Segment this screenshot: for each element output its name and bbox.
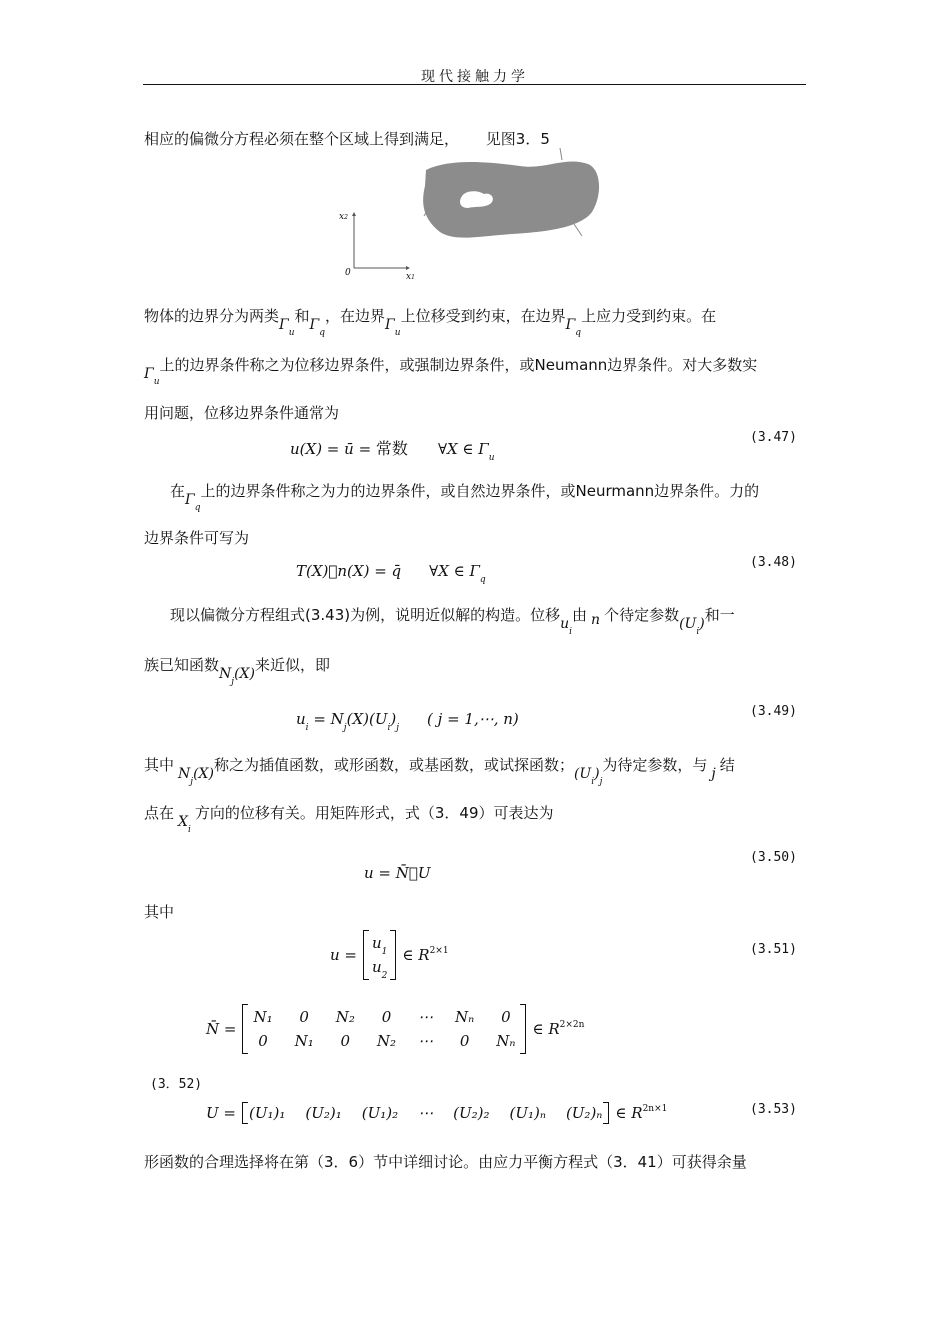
boundary-tick-right	[574, 224, 582, 236]
gamma-q-symbol: $\Gamma_q$	[565, 317, 582, 338]
gamma-u-symbol: $\Gamma_u$	[279, 317, 295, 338]
vector-entry: (U₁)₂	[361, 1104, 399, 1122]
N-j-symbol: $N_j(X)$	[219, 666, 255, 687]
gamma-u-symbol: $\Gamma_u$	[144, 366, 160, 387]
boundary-tick-top	[560, 148, 562, 160]
header-rule	[143, 84, 806, 85]
n-symbol: n	[591, 612, 601, 628]
paragraph-2-line-3: 用问题，位移边界条件通常为	[144, 404, 340, 422]
equation-number-3-48: (3.48)	[750, 555, 797, 570]
matrix-cell: 0	[299, 1008, 309, 1026]
equation-3-49: $u_i = N_j(X)(U_i)_j$ ( j = 1,⋯, n)	[296, 710, 519, 733]
vector-entry: (U₂)₂	[453, 1104, 490, 1122]
matrix-cell: 0	[340, 1032, 351, 1050]
u-i-symbol: $u_i$	[560, 616, 573, 637]
region-figure	[330, 148, 610, 288]
equation-number-3-53: (3.53)	[750, 1102, 797, 1117]
equation-number-3-50: (3.50)	[750, 850, 797, 865]
gamma-q-symbol: $\Gamma_q$	[185, 492, 201, 513]
j-symbol: j	[711, 766, 716, 782]
matrix-cell: 0	[459, 1032, 470, 1050]
vector-entry: (U₁)₁	[248, 1104, 286, 1122]
paragraph-3-line-1: 在$\Gamma_q$上的边界条件称之为力的边界条件，或自然边界条件，或Neurmann边界条件。力的	[170, 482, 760, 513]
matrix-cell: 0	[381, 1008, 392, 1026]
N-j-symbol: $N_j(X)$	[178, 766, 214, 787]
paragraph-5-line-2: 点在 $X_i$方向的位移有关。用矩阵形式，式（3．49）可表达为	[144, 804, 554, 835]
paragraph-7: 形函数的合理选择将在第（3．6）节中详细讨论。由应力平衡方程式（3．41）可获得余量	[144, 1153, 747, 1171]
matrix-cell: 0	[258, 1032, 268, 1050]
x1-label: x1	[406, 272, 415, 282]
matrix-N	[242, 1004, 526, 1054]
paragraph-3-line-2: 边界条件可写为	[144, 529, 250, 547]
page-header: 现代接触力学	[421, 69, 529, 85]
matrix-cell: N₁	[294, 1032, 314, 1050]
x2-label: x2	[339, 212, 348, 222]
vector-entry: (U₁)ₙ	[509, 1104, 546, 1122]
matrix-cell: ⋯	[418, 1008, 434, 1026]
vector-u: $u_1$ $u_2$	[363, 930, 396, 980]
paragraph-2-line-1: 物体的边界分为两类$\Gamma_u$和$\Gamma_q$，在边界$\Gamma_u$上位移受到约束，在边界$\Gamma_q$上应力受到约束。在	[144, 307, 717, 338]
matrix-cell: Nₙ	[496, 1032, 516, 1050]
equation-3-47: u(X) = ū = 常数 ∀X ∈ $\Gamma_u$	[290, 439, 495, 463]
equation-3-51: u = $u_1$ $u_2$ ∈ $R^{2\times 1}$	[330, 930, 449, 980]
equation-3-48: T(X)⃞n(X) = q̄ ∀X ∈ $\Gamma_q$	[296, 562, 486, 585]
vector-entry: (U₂)₁	[305, 1104, 342, 1122]
U-i-j-symbol: $(U_i)_j$	[573, 766, 603, 787]
paragraph-6: 其中	[144, 903, 175, 921]
equation-number-3-51: (3.51)	[750, 942, 797, 957]
origin-label: 0	[345, 268, 351, 278]
matrix-cell: Nₙ	[455, 1008, 475, 1026]
figure-ref: 见图3．5	[485, 130, 550, 148]
equation-number-3-47: (3.47)	[750, 430, 797, 445]
paragraph-4-line-1: 现以偏微分方程组式(3.43)为例，说明近似解的构造。位移$u_i$由 n 个待定参数$(U_i)$和一	[170, 606, 735, 637]
matrix-cell: 0	[501, 1008, 511, 1026]
matrix-cell: N₁	[253, 1008, 273, 1026]
x2-arrow-icon	[352, 212, 356, 216]
equation-3-53: U = (U₁)₁ (U₂)₁ (U₁)₂ ⋯ (U₂)₂ (U₁)ₙ (U₂)ₙ ∈ $R^{2n\times 1}$	[206, 1104, 668, 1122]
paragraph-1	[144, 128, 550, 149]
matrix-cell: N₂	[335, 1008, 355, 1026]
matrix-cell: N₂	[376, 1032, 397, 1050]
gamma-u-symbol: $\Gamma_u$	[385, 317, 401, 338]
vector-U-row	[242, 1102, 609, 1124]
region-body	[423, 161, 599, 237]
equation-number-3-52: (3．52)	[150, 1077, 203, 1092]
equation-number-3-49: (3.49)	[750, 704, 797, 719]
equation-3-52: N̄ = N₁ 0 N₂ 0 ⋯ Nₙ 0 0 N₁ 0 N₂ ⋯ 0 Nₙ ∈ $R^{2\times 2n}$	[206, 1004, 584, 1054]
vector-entry: (U₂)ₙ	[565, 1104, 603, 1122]
paragraph-2-line-2: $\Gamma_u$上的边界条件称之为位移边界条件，或强制边界条件，或Neumann边界条件。对大多数实	[144, 356, 758, 387]
gamma-q-symbol: $\Gamma_q$	[309, 317, 326, 338]
paragraph-4-line-2: 族已知函数$N_j(X)$来近似，即	[144, 656, 330, 687]
matrix-cell: ⋯	[418, 1032, 434, 1050]
equation-3-50: u = N̄⃞U	[364, 864, 431, 882]
x1-arrow-icon	[406, 266, 410, 270]
paragraph-5-line-1: 其中 $N_j(X)$称之为插值函数，或形函数，或基函数，或试探函数；$(U_i)_j$为待定参数，与 j 结	[144, 756, 735, 787]
X-i-symbol: $X_i$	[178, 814, 191, 835]
para1-text: 相应的偏微分方程必须在整个区域上得到满足，	[144, 130, 460, 148]
U-i-symbol: $(U_i)$	[679, 616, 705, 637]
vector-entry: ⋯	[418, 1104, 434, 1122]
